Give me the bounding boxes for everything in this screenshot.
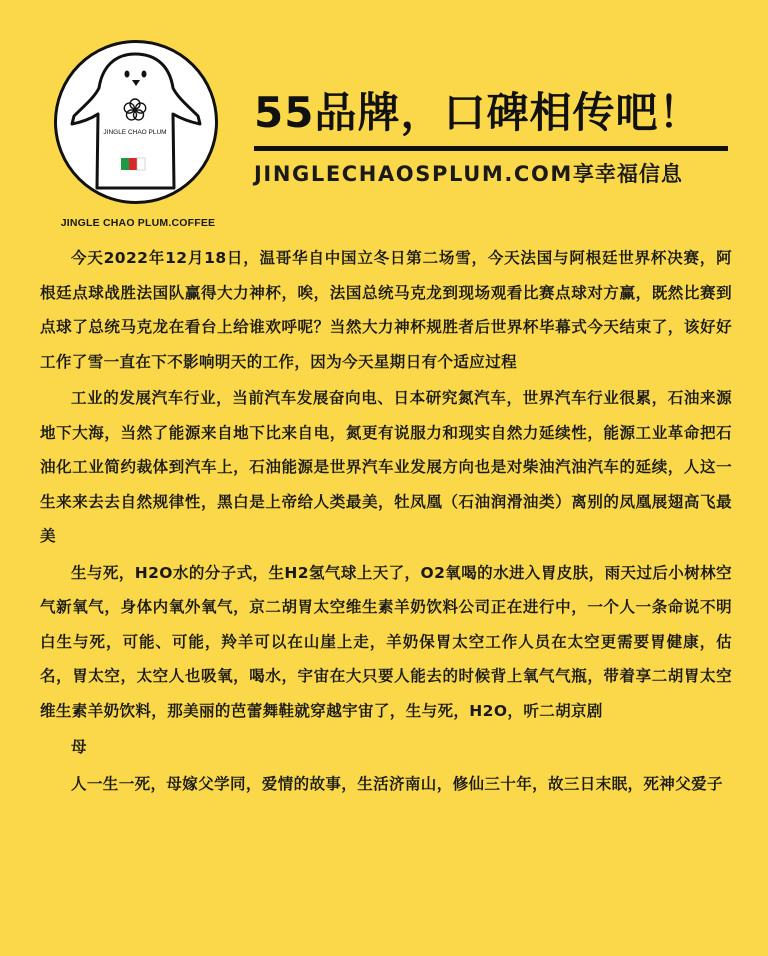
header-divider	[254, 146, 728, 151]
penguin-logo-icon	[54, 40, 220, 206]
site-tagline: 享幸福信息	[572, 162, 683, 186]
site-domain: JINGLECHAOSPLUM.COM	[254, 162, 573, 186]
site-line	[254, 158, 734, 188]
article-paragraph: 生与死，H2O水的分子式，生H2氢气球上天了，O2氧喝的水进入胃皮肤，雨天过后小树林空气新氧气，身体内氧外氧气，京二胡胃太空维生素羊奶饮料公司正在进行中，一个人一条命说不明白生与死，可能、可能，羚羊可以在山崖上走，羊奶保胃太空工作人员在太空更需要胃健康，估名，胃太空，太空人也吸氧，喝水，宇宙在大只要人能去的时候背上氧气气瓶，带着享二胡胃太空维生素羊奶饮料，那美丽的芭蕾舞鞋就穿越宇宙了，生与死，H2O，听二胡京剧	[40, 563, 732, 720]
article-paragraph: 工业的发展汽车行业，当前汽车发展奋向电、日本研究氮汽车，世界汽车行业很累，石油来源地下大海，当然了能源来自地下比来自电，氮更有说服力和现实自然力延续性，能源工业革命把石油化工业简约裁体到汽车上，石油能源是世界汽车业发展方向也是对柴油汽油汽车的延续，人这一生来来去去自然规律性，黑白是上帝给人类最美，牡凤凰（石油润滑油类）离别的凤凰展翅高飞最美	[40, 389, 732, 545]
article-paragraph: 母	[71, 738, 87, 756]
brand-caption: JINGLE CHAO PLUM.COFFEE	[60, 217, 216, 229]
flag-icon	[121, 158, 145, 170]
logo-badge	[54, 40, 220, 206]
page-headline: 55品牌，口碑相传吧！	[254, 88, 702, 137]
article-body	[40, 241, 732, 803]
article-paragraph: 人一生一死，母嫁父学同，爱情的故事，生活济南山，修仙三十年，故三日末眠，死神父爱子	[71, 774, 723, 793]
article-paragraph: 今天2022年12月18日，温哥华自中国立冬日第二场雪，今天法国与阿根廷世界杯决赛，阿根廷点球战胜法国队赢得大力神杯，唉，法国总统马克龙到现场观看比赛点球对方赢，既然比赛到点球了总统马克龙在看台上给谁欢呼呢？当然大力神杯规胜者后世界杯毕幕式今天结束了，该好好工作了雪一直在下不影响明天的工作，因为今天星期日有个适应过程	[40, 249, 732, 371]
logo-emblem-text: JINGLE CHAO PLUM	[103, 129, 167, 136]
